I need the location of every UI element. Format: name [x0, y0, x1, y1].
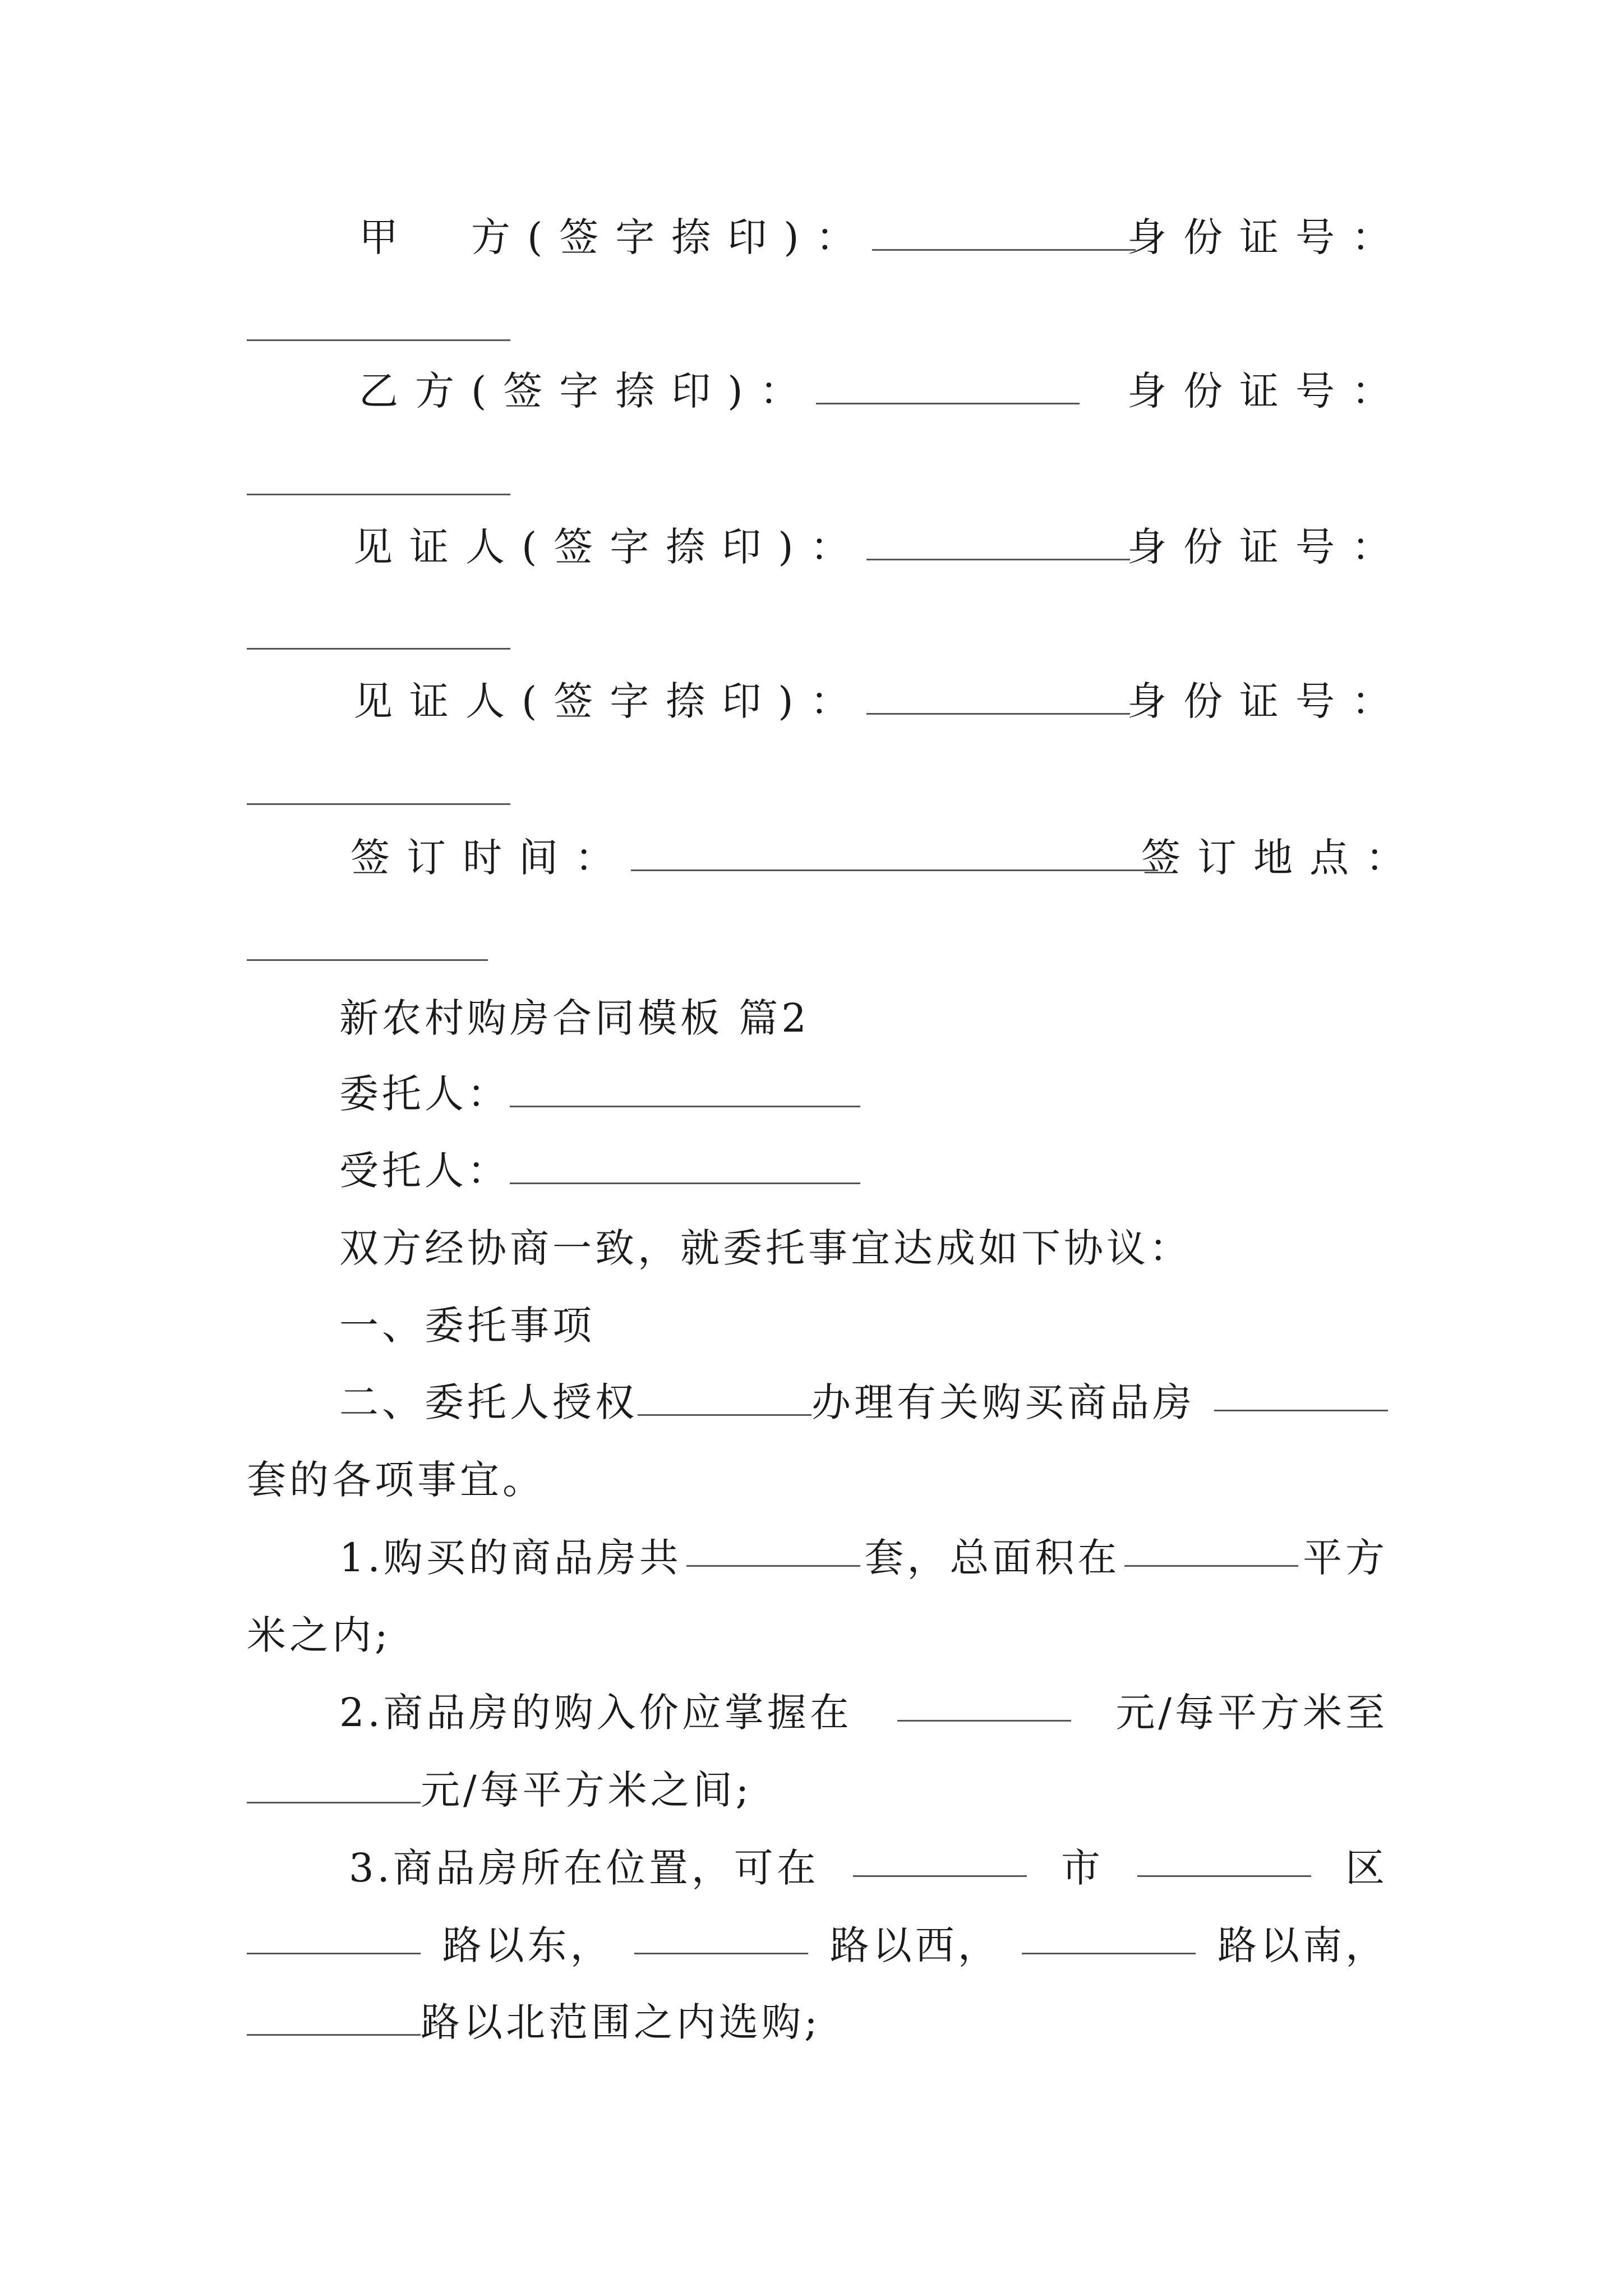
intro-paragraph: 双方经协商一致，就委托事宜达成如下协议：: [339, 1225, 1192, 1271]
party-b-id-label: 身份证号：: [1127, 368, 1408, 414]
principal-line: [339, 1069, 860, 1119]
p5-city-blank[interactable]: [853, 1843, 1027, 1877]
p5-text-c: 区: [1345, 1845, 1388, 1891]
witness-1-id-label: 身份证号：: [1127, 524, 1408, 570]
p5-district-blank[interactable]: [1137, 1843, 1311, 1877]
p3-area-blank[interactable]: [1124, 1533, 1298, 1567]
p3-text-d: 米之内;: [247, 1612, 391, 1658]
sign-time-line: [351, 832, 1158, 883]
party-a-line: [359, 212, 1136, 263]
paragraph-5: [349, 1843, 1388, 1893]
sign-place-blank[interactable]: [247, 959, 488, 961]
p4-text-c: 元/每平方米之间;: [421, 1767, 753, 1813]
witness-1-line: [353, 522, 1130, 572]
p5-text-d: 路以东，: [442, 1922, 613, 1968]
p4-price-min-blank[interactable]: [897, 1687, 1071, 1722]
p5-text-g: 路以北范围之内选购;: [421, 1999, 821, 2045]
party-b-signature-blank[interactable]: [816, 370, 1080, 404]
p5-line-2: [247, 1920, 1388, 1971]
p5-text-e: 路以西，: [829, 1922, 1000, 1968]
party-a-signature-blank[interactable]: [872, 217, 1136, 251]
p4-line-2: [247, 1765, 752, 1815]
p4-text-b: 元/每平方米至: [1115, 1690, 1388, 1736]
agent-label: 受托人：: [339, 1148, 510, 1194]
paragraph-4: [339, 1687, 1388, 1738]
witness-1-label: 见证人(签字捺印)：: [353, 524, 866, 570]
party-a-id-blank[interactable]: [247, 339, 510, 341]
p2-text-a: 二、委托人授权: [339, 1379, 638, 1425]
p5-text-f: 路以南，: [1217, 1922, 1388, 1968]
p5-south-road-blank[interactable]: [1022, 1920, 1196, 1954]
paragraph-2: [339, 1377, 1388, 1428]
p2-text-c: 套的各项事宜。: [247, 1457, 545, 1503]
party-b-id-blank[interactable]: [247, 494, 510, 495]
paragraph-3: [339, 1533, 1388, 1583]
witness-2-id-label: 身份证号：: [1127, 678, 1408, 724]
p3-text-b: 套，总面积在: [864, 1535, 1121, 1581]
principal-blank[interactable]: [510, 1073, 860, 1107]
p5-text-a: 3.商品房所在位置，可在: [349, 1845, 819, 1891]
p5-line-3: [247, 1997, 821, 2047]
witness-1-id-blank[interactable]: [247, 648, 510, 650]
item-1-heading: 一、委托事项: [339, 1303, 595, 1349]
party-b-line: [359, 366, 1080, 416]
p2-text-b: 办理有关购买商品房: [811, 1379, 1195, 1425]
sign-time-blank[interactable]: [631, 837, 1158, 871]
witness-2-line: [353, 676, 1130, 726]
p2-agent-blank[interactable]: [638, 1382, 811, 1416]
party-b-label: 乙方(签字捺印)：: [359, 368, 816, 414]
principal-label: 委托人：: [339, 1071, 510, 1117]
p2-quantity-blank[interactable]: [1214, 1377, 1388, 1411]
p5-text-b: 市: [1061, 1845, 1104, 1891]
p5-west-road-blank[interactable]: [634, 1920, 808, 1954]
witness-2-id-blank[interactable]: [247, 803, 510, 805]
p3-text-a: 1.购买的商品房共: [339, 1535, 682, 1581]
party-a-label: 甲 方(签字捺印)：: [359, 214, 872, 260]
p5-north-road-blank[interactable]: [247, 2001, 421, 2036]
p3-text-c: 平方: [1302, 1535, 1388, 1581]
section-title: 新农村购房合同模板 篇2: [339, 995, 810, 1041]
witness-2-signature-blank[interactable]: [866, 680, 1130, 715]
p4-price-max-blank[interactable]: [247, 1769, 421, 1803]
agent-line: [339, 1145, 860, 1196]
p5-east-road-blank[interactable]: [247, 1920, 421, 1954]
sign-time-label: 签订时间：: [351, 835, 631, 881]
witness-2-label: 见证人(签字捺印)：: [353, 678, 866, 724]
agent-blank[interactable]: [510, 1150, 860, 1184]
p3-count-blank[interactable]: [686, 1533, 860, 1567]
party-a-id-label: 身份证号：: [1127, 214, 1408, 260]
sign-place-label: 签订地点：: [1141, 835, 1422, 881]
witness-1-signature-blank[interactable]: [866, 526, 1130, 560]
p4-text-a: 2.商品房的购入价应掌握在: [339, 1690, 852, 1736]
